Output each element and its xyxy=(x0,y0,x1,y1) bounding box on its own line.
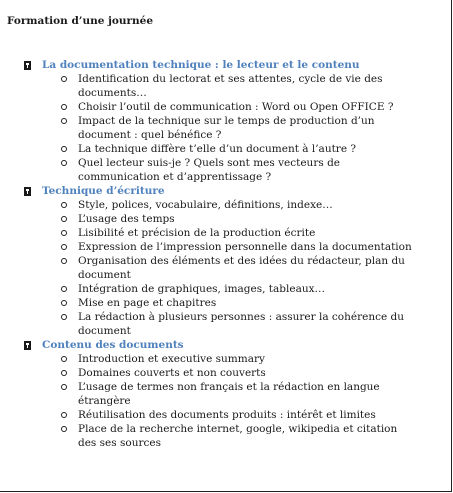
list-item xyxy=(24,240,444,254)
square-bullet-icon xyxy=(24,341,31,350)
section-list xyxy=(24,58,444,450)
list-item-text: Organisation des éléments et des idées du rédacteur, plan du document xyxy=(78,255,405,281)
list-item-text: Choisir l’outil de communication : Word ou Open OFFICE ? xyxy=(78,101,394,113)
list-item-text: Place de la recherche internet, google, wikipedia et citation des ses sources xyxy=(78,423,398,449)
square-bullet-icon xyxy=(24,61,31,70)
list-item xyxy=(24,142,444,156)
list-item-text: Mise en page et chapitres xyxy=(78,297,217,309)
list-item-text: La rédaction à plusieurs personnes : assurer la cohérence du document xyxy=(78,311,405,337)
list-item xyxy=(24,310,444,338)
list-item-text: Expression de l’impression personnelle dans la documentation xyxy=(78,241,412,253)
section-items xyxy=(24,198,444,338)
list-item-text: Domaines couverts et non couverts xyxy=(78,367,266,379)
section-heading xyxy=(24,338,444,352)
circle-bullet-icon xyxy=(61,202,67,208)
circle-bullet-icon xyxy=(61,286,67,292)
list-item xyxy=(24,72,444,100)
list-item xyxy=(24,254,444,282)
circle-bullet-icon xyxy=(61,384,67,390)
list-item-text: L’usage de termes non français et la rédaction en langue étrangère xyxy=(78,381,380,407)
list-item-text: Intégration de graphiques, images, tableaux… xyxy=(78,283,326,295)
list-item xyxy=(24,212,444,226)
circle-bullet-icon xyxy=(61,300,67,306)
list-item xyxy=(24,100,444,114)
circle-bullet-icon xyxy=(61,370,67,376)
circle-bullet-icon xyxy=(61,146,67,152)
list-item xyxy=(24,380,444,408)
square-bullet-icon xyxy=(24,187,31,196)
list-item-text: Réutilisation des documents produits : intérêt et limites xyxy=(78,409,376,421)
list-item-text: Quel lecteur suis-je ? Quels sont mes vecteurs de communication et d’apprentissage ? xyxy=(78,157,341,183)
section-title: Technique d’écriture xyxy=(42,185,165,197)
list-item xyxy=(24,156,444,184)
circle-bullet-icon xyxy=(61,118,67,124)
circle-bullet-icon xyxy=(61,426,67,432)
list-item-text: La technique diffère t’elle d’un document à l’autre ? xyxy=(78,143,356,155)
section xyxy=(24,184,444,338)
list-item xyxy=(24,422,444,450)
circle-bullet-icon xyxy=(61,314,67,320)
list-item xyxy=(24,366,444,380)
circle-bullet-icon xyxy=(61,230,67,236)
list-item-text: Lisibilité et précision de la production écrite xyxy=(78,227,316,239)
list-item xyxy=(24,114,444,142)
document-title: Formation d’une journée xyxy=(7,15,154,27)
circle-bullet-icon xyxy=(61,76,67,82)
section-items xyxy=(24,72,444,184)
section-heading xyxy=(24,58,444,72)
circle-bullet-icon xyxy=(61,356,67,362)
list-item xyxy=(24,226,444,240)
circle-bullet-icon xyxy=(61,104,67,110)
list-item-text: Introduction et executive summary xyxy=(78,353,265,365)
section-heading xyxy=(24,184,444,198)
circle-bullet-icon xyxy=(61,412,67,418)
circle-bullet-icon xyxy=(61,244,67,250)
list-item xyxy=(24,408,444,422)
list-item-text: Style, polices, vocabulaire, définitions, indexe… xyxy=(78,199,333,211)
section-title: La documentation technique : le lecteur et le contenu xyxy=(42,59,360,71)
circle-bullet-icon xyxy=(61,216,67,222)
list-item xyxy=(24,282,444,296)
list-item-text: Identification du lectorat et ses attentes, cycle de vie des documents… xyxy=(78,73,383,99)
section xyxy=(24,338,444,450)
section-items xyxy=(24,352,444,450)
list-item xyxy=(24,296,444,310)
section-title: Contenu des documents xyxy=(42,339,184,351)
list-item xyxy=(24,198,444,212)
list-item-text: L’usage des temps xyxy=(78,213,175,225)
list-item xyxy=(24,352,444,366)
circle-bullet-icon xyxy=(61,160,67,166)
section xyxy=(24,58,444,184)
list-item-text: Impact de la technique sur le temps de production d’un document : quel bénéfice ? xyxy=(78,115,375,141)
circle-bullet-icon xyxy=(61,258,67,264)
